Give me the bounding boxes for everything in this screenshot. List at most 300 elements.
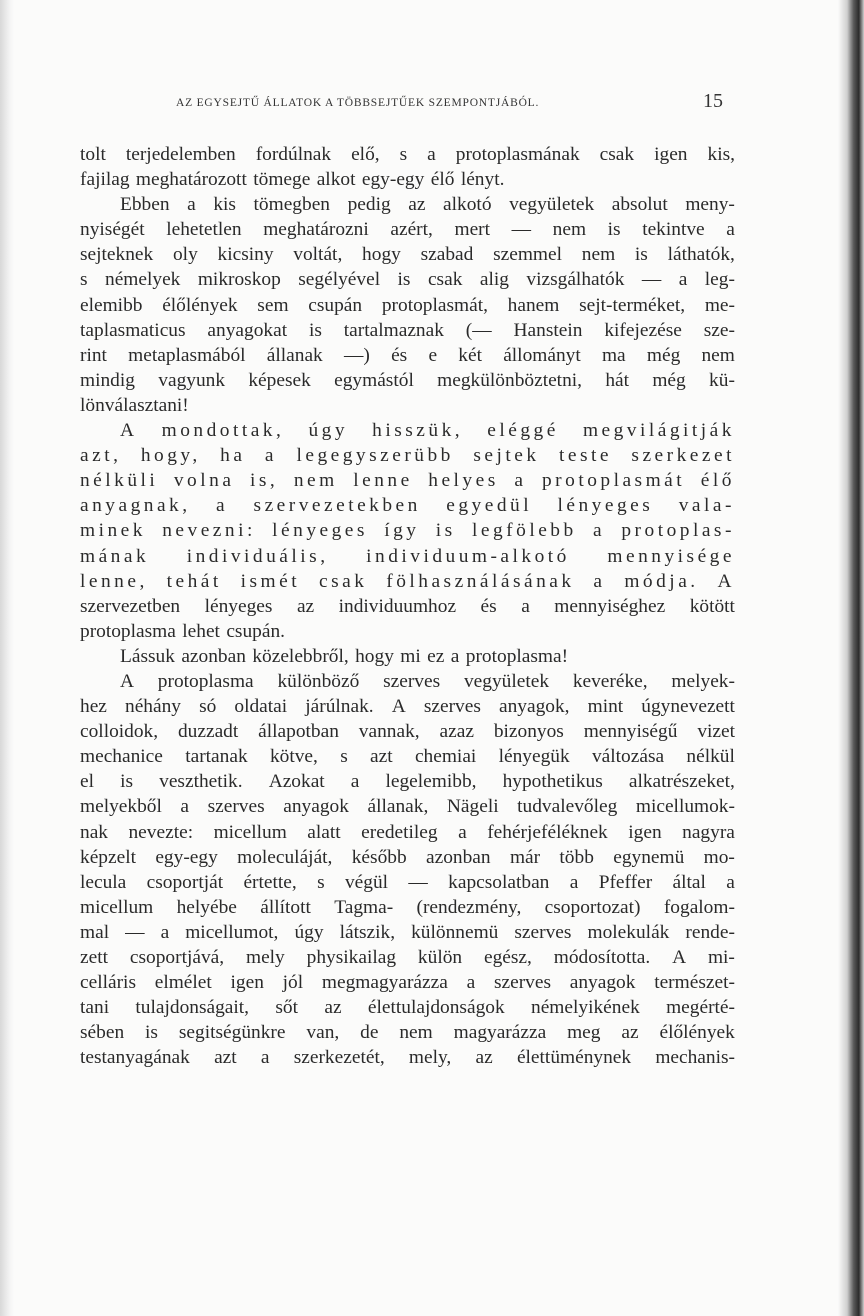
word: és — [480, 595, 497, 617]
word: mal — [80, 921, 110, 943]
word: egymástól — [334, 369, 414, 391]
text-line — [80, 242, 735, 267]
word: egyedül — [446, 495, 533, 517]
word: mely — [245, 947, 285, 968]
word: a — [593, 570, 606, 592]
word: mondottak, — [161, 420, 285, 442]
word: lényeges — [204, 595, 273, 617]
word: oldatai — [234, 696, 288, 718]
text-line — [80, 1045, 735, 1070]
word: kifejezése — [604, 319, 682, 341]
word: is — [435, 520, 456, 542]
word: vegyületek — [463, 670, 550, 692]
word: állapotban — [258, 721, 339, 743]
text-line — [80, 468, 735, 493]
word: anyagnak, — [80, 495, 191, 517]
word: vala- — [678, 495, 735, 517]
word: — — [641, 269, 662, 291]
word: mechanis- — [655, 1047, 735, 1069]
word: lecula — [80, 871, 127, 893]
word: protoplasma! — [465, 645, 569, 667]
word: a — [678, 269, 688, 291]
word: hogy — [362, 244, 401, 266]
word: élőlények — [659, 1022, 735, 1044]
word: a — [260, 1047, 270, 1069]
word: az — [621, 1022, 639, 1044]
word: — — [408, 871, 428, 893]
running-header: AZ EGYSEJTŰ ÁLLATOK A TÖBBSEJTŰEK SZEMPONTJÁBÓL. — [176, 97, 540, 109]
word: absolut — [611, 194, 668, 216]
word: anyagok, — [498, 696, 570, 718]
word: a — [458, 821, 467, 843]
word: elmélet — [154, 972, 212, 994]
text-line — [80, 493, 735, 518]
text-line — [80, 970, 735, 995]
text-line — [80, 544, 735, 569]
word: segélyével — [298, 269, 381, 291]
word: módja. — [624, 570, 699, 592]
word: lönválasztani! — [80, 394, 189, 416]
word: azonban — [426, 846, 491, 868]
word: minek — [80, 520, 146, 542]
word: Nägeli — [446, 796, 499, 818]
word: az — [324, 997, 342, 1019]
text-line — [80, 192, 735, 217]
word: legelemibb, — [385, 771, 477, 793]
word: eléggé — [487, 420, 559, 442]
word: mennyisége — [607, 545, 735, 567]
word: is — [607, 219, 621, 241]
word: melyek- — [671, 670, 735, 692]
word: alkatrészeket, — [628, 771, 735, 793]
word: a — [187, 194, 196, 216]
word: keveréke, — [572, 670, 648, 692]
text-line — [80, 343, 735, 368]
word: megkülönböztetni, — [437, 369, 583, 391]
word: pedig — [347, 194, 391, 216]
word: azaz — [439, 721, 474, 743]
word: állományt — [503, 344, 581, 366]
word: A — [717, 570, 735, 592]
word: végül — [344, 871, 389, 893]
word: szerkezet — [631, 445, 735, 467]
word: duzzadt — [177, 721, 239, 743]
word: mint — [587, 696, 624, 718]
word: protoplasma — [80, 620, 176, 642]
word: kötött — [689, 595, 735, 617]
word: kü- — [709, 369, 735, 391]
text-line — [80, 443, 735, 468]
word: Ebben — [120, 194, 170, 216]
text-line — [80, 267, 735, 292]
word: Lássuk — [120, 645, 175, 667]
word: micellum — [213, 821, 287, 843]
word: anyagok — [569, 972, 636, 994]
word: csak — [427, 269, 463, 291]
word: magyarázza — [453, 1022, 547, 1044]
word: tulajdonságait, — [135, 997, 250, 1019]
word: hogy, — [140, 445, 201, 467]
word: nevezte: — [128, 821, 194, 843]
word: is — [308, 319, 322, 341]
word: physikailag — [306, 947, 397, 968]
word: a — [592, 520, 606, 542]
word: így — [384, 520, 420, 542]
word: kis, — [707, 144, 735, 165]
word: el — [80, 771, 94, 793]
word: sőt — [275, 997, 299, 1019]
text-line — [80, 870, 735, 895]
word: egy-egy — [361, 169, 425, 191]
word: meghatározni — [263, 219, 369, 241]
word: melyekből — [80, 796, 162, 818]
page-edge-right — [838, 0, 864, 1316]
word: különböző — [277, 670, 360, 692]
word: bizonyos — [493, 721, 564, 743]
word: szemmel — [493, 244, 563, 266]
word: szerves — [514, 921, 572, 943]
word: közelebbről, — [252, 645, 349, 667]
word: mi- — [707, 947, 735, 968]
word: nagyra — [682, 821, 735, 843]
word: fölhasználásának — [386, 570, 575, 592]
word: anyagok — [283, 796, 349, 818]
word: alkot — [316, 169, 356, 191]
word: nyiségét — [80, 219, 145, 241]
word: különnemü — [411, 921, 499, 943]
word: tudvalevőleg — [517, 796, 618, 818]
word: nem — [581, 244, 616, 266]
word: a — [521, 595, 530, 617]
word: is — [145, 1022, 158, 1044]
word: segitségünkre — [178, 1022, 286, 1044]
word: szerves — [493, 972, 552, 994]
word: legegyszerübb — [296, 445, 454, 467]
word: s — [317, 871, 325, 893]
text-line — [80, 418, 735, 443]
text-line — [80, 569, 735, 594]
word: a — [216, 495, 229, 517]
word: azonban — [181, 645, 246, 667]
word: állanak — [266, 344, 323, 366]
word: protoplasma — [157, 670, 254, 692]
word: lényeges — [557, 495, 654, 517]
word: micellum — [80, 896, 154, 918]
word: még — [646, 344, 681, 366]
word: kapcsolatban — [448, 871, 550, 893]
word: ez — [427, 645, 445, 667]
word: az — [408, 194, 426, 216]
word: azt — [214, 1047, 237, 1069]
word: metaplasmából — [128, 344, 246, 366]
word: (— — [465, 319, 492, 341]
word: csoportjává, — [129, 947, 225, 968]
text-line — [80, 820, 735, 845]
word: szervezetben — [80, 595, 181, 617]
text-line — [80, 719, 735, 744]
body-text — [80, 142, 735, 1070]
text-line — [80, 368, 735, 393]
text-line — [80, 393, 735, 418]
word: A — [391, 696, 406, 718]
text-line — [80, 518, 735, 543]
text-line — [80, 769, 735, 794]
word: tartalmaznak — [343, 319, 444, 341]
word: szerves — [423, 696, 481, 718]
word: később — [351, 846, 407, 868]
word: colloidok, — [80, 721, 159, 743]
word: mindig — [80, 369, 135, 391]
word: s — [399, 144, 408, 165]
word: szerves — [207, 796, 265, 818]
word: sejt-terméket, — [579, 294, 686, 316]
word: nem — [701, 344, 735, 366]
word: individuumhoz — [338, 595, 457, 617]
word: tolt — [80, 144, 106, 165]
word: megvilágitják — [582, 420, 735, 442]
word: hát — [605, 369, 630, 391]
word: teste — [558, 445, 612, 467]
word: mi — [400, 645, 421, 667]
word: csak — [599, 144, 635, 165]
word: is, — [249, 470, 279, 492]
word: úgy — [308, 420, 349, 442]
word: vegyületek — [509, 194, 595, 216]
word: élő — [700, 470, 735, 492]
word: lényt. — [460, 169, 505, 191]
text-line — [80, 217, 735, 242]
word: protoplasmát — [542, 470, 686, 492]
word: fogalom- — [663, 896, 735, 918]
word: a — [466, 972, 476, 994]
word: individuum-alkotó — [366, 545, 570, 567]
word: celláris — [80, 972, 136, 994]
word: hez — [80, 696, 107, 718]
word: is — [120, 771, 134, 793]
word: tani — [80, 997, 110, 1019]
word: az — [296, 595, 315, 617]
word: lenne — [353, 470, 413, 492]
word: Pfeffer — [598, 871, 653, 893]
word: meghatározott — [135, 169, 247, 191]
word: molekulák — [587, 921, 670, 943]
word: lehetetlen — [166, 219, 242, 241]
word: s — [80, 269, 88, 291]
word: individuális, — [186, 545, 329, 567]
word: nem — [293, 470, 338, 492]
word: a — [180, 796, 190, 818]
word: legfölebb — [472, 520, 577, 542]
word: nem — [399, 1022, 433, 1044]
word: leg- — [704, 269, 735, 291]
word: moleculáját, — [237, 846, 333, 868]
word: anyagokat — [207, 319, 288, 341]
word: kötve, — [269, 746, 318, 768]
text-line — [80, 142, 735, 167]
word: úgynevezett — [641, 696, 735, 718]
word: az — [475, 1047, 493, 1069]
word: változása — [591, 746, 665, 768]
word: a — [569, 871, 579, 893]
word: igen — [628, 821, 662, 843]
word: képesek — [248, 369, 311, 391]
word: csupán — [308, 294, 363, 316]
word: úgy — [294, 921, 324, 943]
word: helyes — [428, 470, 499, 492]
word: egész, — [483, 947, 532, 968]
word: a — [350, 771, 360, 793]
word: taplasmaticus — [80, 319, 186, 341]
word: igen — [230, 972, 264, 994]
word: protoplas- — [621, 520, 735, 542]
text-line — [80, 318, 735, 343]
word: által — [672, 871, 706, 893]
word: e — [428, 344, 438, 366]
word: képzelt — [80, 846, 136, 868]
word: némelyikének — [531, 997, 640, 1019]
word: lényegük — [498, 746, 570, 768]
word: jól — [282, 972, 304, 994]
word: tartanak — [185, 746, 248, 768]
word: fajilag — [80, 169, 130, 191]
word: módosította. — [553, 947, 651, 968]
word: még — [652, 369, 686, 391]
word: értette, — [243, 871, 297, 893]
word: ismét — [240, 570, 301, 592]
word: sében — [80, 1022, 125, 1044]
page-number: 15 — [703, 90, 723, 112]
word: eredetileg — [361, 821, 438, 843]
word: vannak, — [358, 721, 420, 743]
word: Azokat — [268, 771, 325, 793]
page-edge-left — [0, 0, 14, 1316]
word: mennyiségű — [583, 721, 678, 743]
word: sejteknek — [80, 244, 154, 266]
text-line — [80, 945, 735, 970]
word: van, — [306, 1022, 340, 1044]
word: rint — [80, 344, 107, 366]
word: sze- — [703, 319, 735, 341]
text-line — [80, 895, 735, 920]
word: csak — [318, 570, 368, 592]
word: zett — [80, 947, 108, 968]
word: terjedelemben — [125, 144, 236, 165]
word: me- — [704, 294, 735, 316]
word: tömege — [253, 169, 311, 191]
word: protoplasmának — [455, 144, 580, 165]
word: mikroskop — [197, 269, 281, 291]
word: fehérjeféléknek — [487, 821, 608, 843]
word: micellumot, — [185, 921, 279, 943]
word: kicsiny — [217, 244, 274, 266]
text-line — [80, 167, 735, 192]
word: volna — [173, 470, 235, 492]
word: azért, — [390, 219, 433, 241]
word: elő, — [351, 144, 380, 165]
word: állított — [260, 896, 311, 918]
word: szerkezetét, — [293, 1047, 385, 1069]
word: látszik, — [339, 921, 396, 943]
word: természet- — [654, 972, 735, 994]
word: szervezetekben — [253, 495, 421, 517]
word: hisszük, — [372, 420, 464, 442]
word: lehet — [182, 620, 220, 642]
word: lenne, — [80, 570, 148, 592]
word: néhány — [125, 696, 181, 718]
word: a — [160, 921, 170, 943]
word: —) — [343, 344, 370, 366]
text-line — [80, 920, 735, 945]
word: mely, — [408, 1047, 452, 1069]
word: nevezni: — [162, 520, 256, 542]
word: már — [509, 846, 541, 868]
word: mennyiséghez — [554, 595, 666, 617]
word: szabad — [420, 244, 474, 266]
word: micellumok- — [635, 796, 735, 818]
word: s — [340, 746, 348, 768]
word: alig — [479, 269, 509, 291]
word: élettulajdonságok — [367, 997, 505, 1019]
word: némelyek — [105, 269, 181, 291]
word: oly — [172, 244, 198, 266]
word: élettüménynek — [516, 1047, 632, 1069]
word: egynemü — [613, 846, 685, 868]
text-line — [80, 845, 735, 870]
word: tekintve — [642, 219, 705, 241]
word: — — [125, 921, 145, 943]
word: veszthetik. — [159, 771, 243, 793]
word: lényeges — [272, 520, 368, 542]
word: ma — [601, 344, 626, 366]
word: A — [120, 420, 138, 442]
word: a — [264, 445, 278, 467]
word: ha — [220, 445, 246, 467]
word: tömegben — [253, 194, 330, 216]
word: chemiai — [414, 746, 477, 768]
word: külön — [417, 947, 463, 968]
word: élő — [430, 169, 455, 191]
word: járúlnak. — [305, 696, 374, 718]
word: rende- — [685, 921, 735, 943]
word: sem — [257, 294, 289, 316]
word: azt — [370, 746, 393, 768]
word: nak — [80, 821, 108, 843]
word: a — [726, 871, 735, 893]
word: Tagma- — [334, 896, 394, 918]
word: mert — [454, 219, 491, 241]
text-line — [80, 995, 735, 1020]
word: protoplasmát, — [381, 294, 488, 316]
word: csupán. — [226, 620, 286, 642]
word: megmagyarázza — [321, 972, 448, 994]
word: testanyagának — [80, 1047, 190, 1069]
word: mo- — [703, 846, 735, 868]
word: mának — [80, 545, 150, 567]
word: állanak, — [367, 796, 429, 818]
word: csoportozat) — [544, 896, 641, 918]
word: meg — [567, 1022, 601, 1044]
word: nélküli — [80, 470, 159, 492]
text-line — [80, 744, 735, 769]
word: vagyunk — [158, 369, 226, 391]
word: alatt — [307, 821, 341, 843]
text-line — [80, 594, 735, 619]
word: két — [458, 344, 482, 366]
word: láthatók, — [667, 244, 735, 266]
word: egy-egy — [155, 846, 218, 868]
word: fordúlnak — [255, 144, 332, 165]
word: hanem — [507, 294, 560, 316]
